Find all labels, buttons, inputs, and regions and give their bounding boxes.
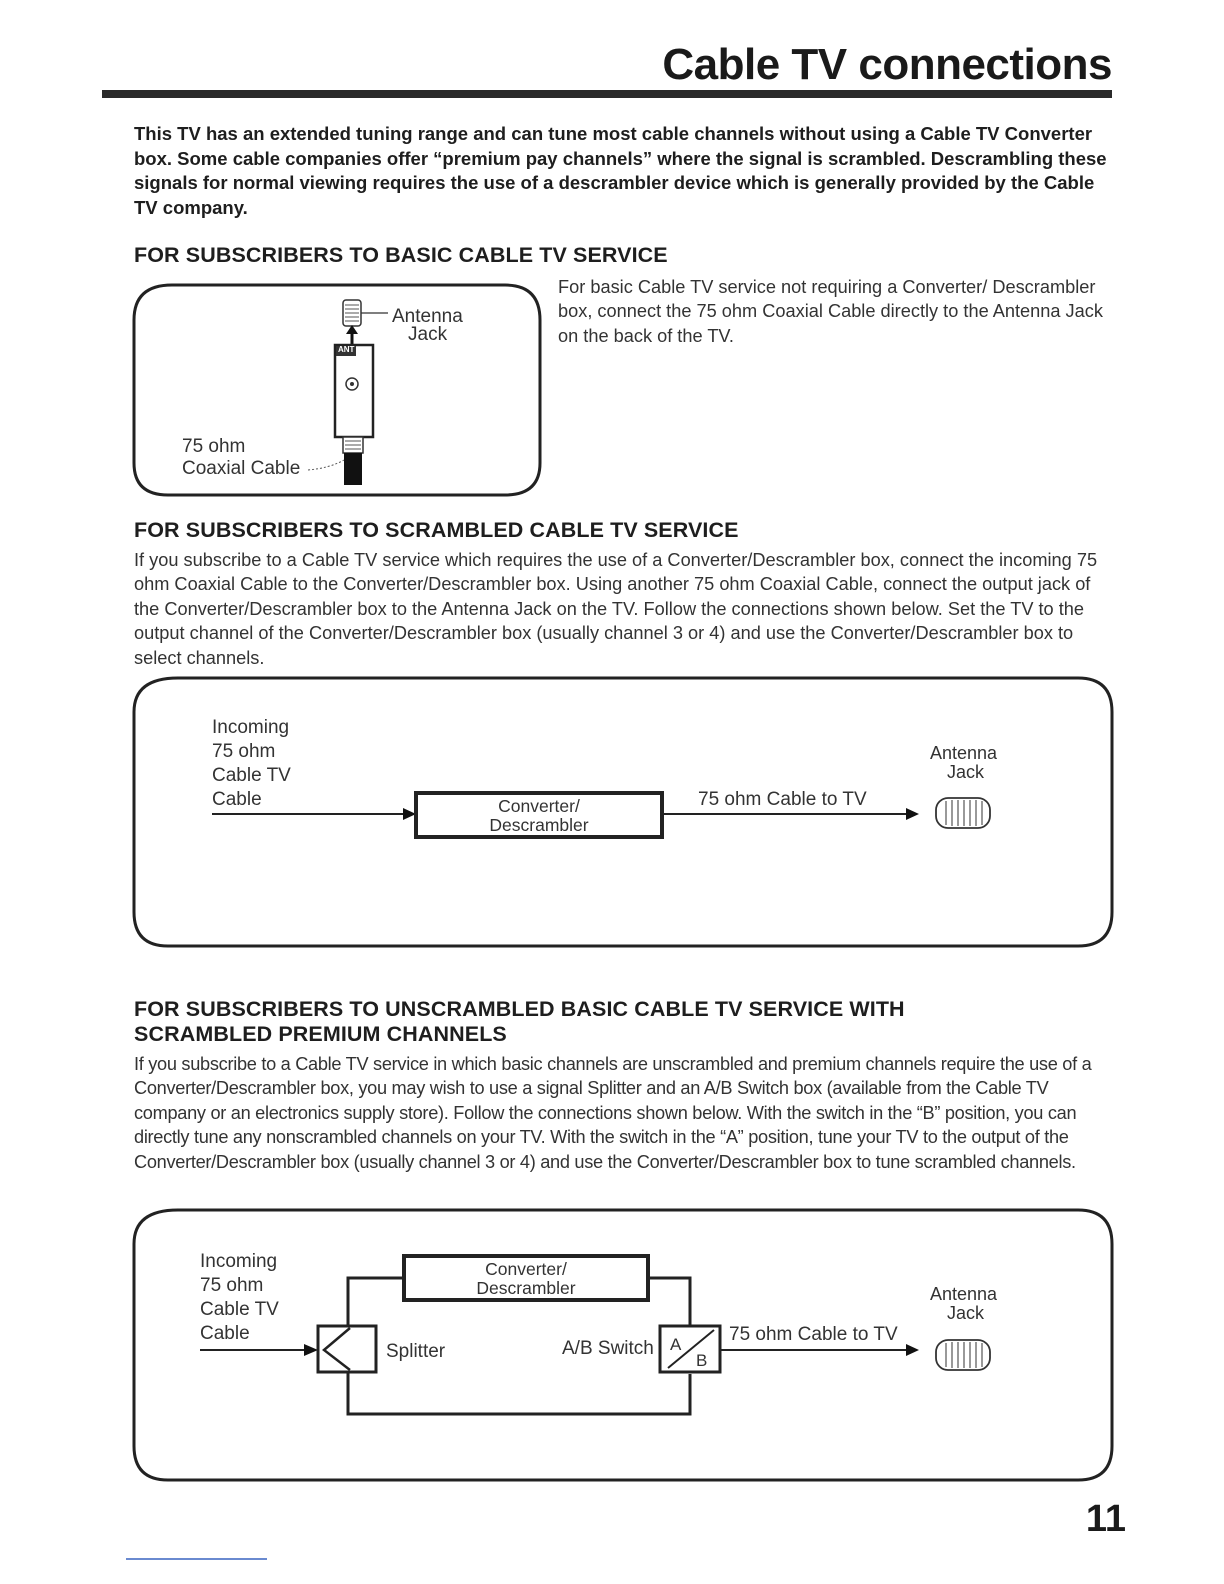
arrow-right-icon-4 (906, 1344, 919, 1356)
splitter-box (318, 1326, 376, 1372)
switch-b-label: B (696, 1351, 708, 1370)
incoming-label-7: Cable TV (200, 1299, 279, 1320)
ab-switch-box (660, 1326, 720, 1372)
incoming-label-3: Cable TV (212, 765, 291, 786)
coaxial-plug-icon (343, 437, 363, 485)
antenna-label-d: Jack (947, 1303, 985, 1323)
incoming-label-5: Incoming (200, 1251, 278, 1272)
cable-to-tv-label: 75 ohm Cable to TV (698, 789, 867, 810)
intro-paragraph: This TV has an extended tuning range and can tune most cable channels without using a Cable TV Converter box. Some cable companies offer “premium pay channels” where the signal is scrambled. Descrambling these signals for normal viewing requires the use of a descrambler device which is generally provided by the Cable TV company. (134, 123, 1107, 218)
unscrambled-text: If you subscribe to a Cable TV service in which basic channels are unscrambled and premium channels require the use of a Converter/Descrambler box, you may wish to use a signal Splitter and an A/B Switch box (available from the Cable TV company or an electronics supply store). Follow the connections shown below. With the switch in the “B” position, you can directly tune any nonscrambled channels on your TV. With the switch in the “A” position, tune your TV to the output of the Converter/Descrambler box (usually channel 3 or 4) and use the Converter/Descrambler box to tune scrambled channels. (134, 1054, 1092, 1172)
antenna-label-1: Antenna (392, 306, 463, 327)
cable-to-tv-label-2: 75 ohm Cable to TV (729, 1324, 898, 1345)
unscrambled-heading-2: SCRAMBLED PREMIUM CHANNELS (134, 1022, 507, 1046)
arrow-right-icon-3 (304, 1344, 318, 1356)
converter-label-3: Converter/ (485, 1259, 567, 1279)
antenna-jack-icon (343, 300, 388, 326)
page-title: Cable TV connections (662, 40, 1112, 89)
cable-label-1: 75 ohm (182, 436, 246, 457)
switch-a-label: A (670, 1335, 682, 1354)
converter-label-4: Descrambler (476, 1278, 576, 1298)
splitter-label: Splitter (386, 1341, 446, 1362)
converter-label-2: Descrambler (489, 815, 589, 835)
scrambled-text: If you subscribe to a Cable TV service which requires the use of a Converter/Descrambler box, connect the incoming 75 ohm Coaxial Cable to the Converter/Descrambler box. Using another 75 ohm Coaxial Cable, connect the output jack of the Converter/Descrambler box to the Antenna Jack on the TV. Follow the connections shown below. Set the TV to the output channel of the Converter/Descrambler box (usually channel 3 or 4) and use the Converter/Descrambler box to select channels. (134, 550, 1098, 668)
unscrambled-diagram-art (0, 0, 1, 1)
antenna-label-b: Jack (947, 762, 985, 782)
tv-back-panel (335, 345, 373, 437)
footer-line (126, 1558, 267, 1560)
unscrambled-heading-1: FOR SUBSCRIBERS TO UNSCRAMBLED BASIC CABLE TV SERVICE WITH (134, 997, 905, 1021)
antenna-label-2: Jack (408, 324, 448, 345)
converter-label-1: Converter/ (498, 796, 580, 816)
scrambled-heading: FOR SUBSCRIBERS TO SCRAMBLED CABLE TV SERVICE (134, 518, 739, 542)
antenna-label-a: Antenna (930, 743, 998, 763)
basic-text: For basic Cable TV service not requiring a Converter/ Descrambler box, connect the 75 ohm Coaxial Cable directly to the Antenna Jack on the back of the TV. (558, 277, 1103, 346)
incoming-label-8: Cable (200, 1323, 250, 1344)
up-arrow-icon (346, 325, 358, 346)
incoming-label-1: Incoming (212, 717, 290, 738)
incoming-label-4: Cable (212, 789, 262, 810)
antenna-label-c: Antenna (930, 1284, 998, 1304)
page-number: 11 (1085, 1498, 1126, 1540)
basic-heading: FOR SUBSCRIBERS TO BASIC CABLE TV SERVICE (134, 243, 668, 267)
antenna-jack-icon-2 (936, 798, 990, 828)
title-rule (102, 90, 1112, 98)
antenna-jack-icon-3 (936, 1340, 990, 1370)
incoming-label-6: 75 ohm (200, 1275, 264, 1296)
incoming-label-2: 75 ohm (212, 741, 276, 762)
ant-tag: ANT (338, 345, 355, 354)
cable-label-2: Coaxial Cable (182, 458, 301, 479)
arrow-right-icon-2 (906, 808, 919, 820)
ab-switch-label: A/B Switch (562, 1338, 654, 1359)
